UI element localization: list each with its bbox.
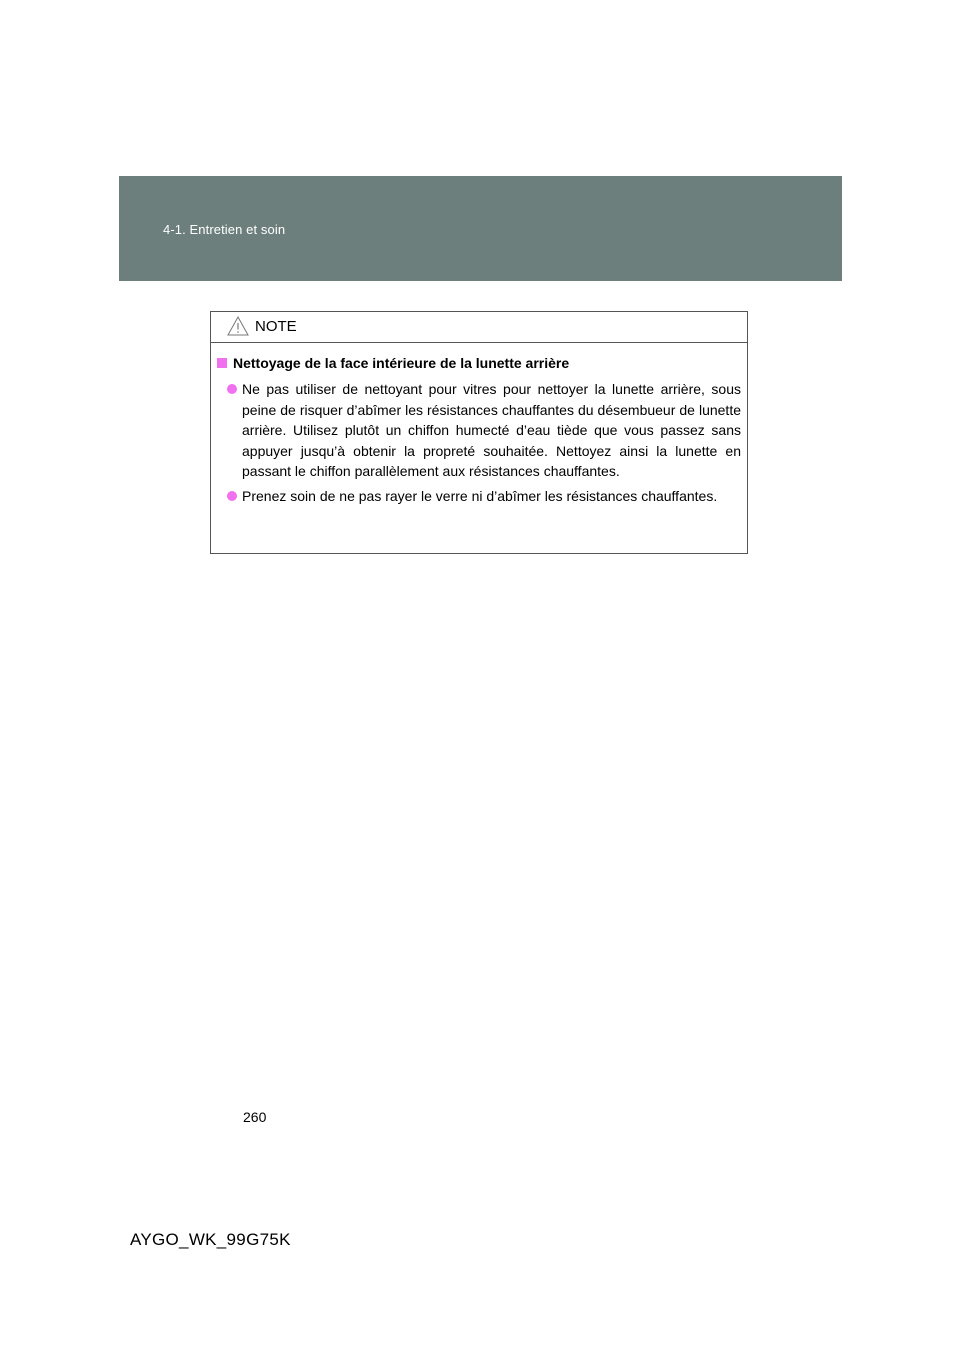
list-item (217, 379, 741, 482)
note-label: NOTE (255, 318, 297, 335)
section-title: 4-1. Entretien et soin (163, 222, 286, 237)
header-band (119, 176, 842, 281)
warning-triangle-icon (227, 316, 249, 336)
note-heading (217, 353, 741, 373)
note-body (211, 343, 747, 506)
square-bullet-icon (217, 358, 227, 368)
document-code: AYGO_WK_99G75K (130, 1230, 291, 1249)
round-bullet-icon (227, 384, 237, 394)
list-item (217, 486, 741, 507)
note-box (210, 311, 748, 554)
list-item-text: Ne pas utiliser de nettoyant pour vitres pour nettoyer la lunette arrière, sous peine de risquer d’abîmer les résistances chauffantes du désembueur de lunette arrière. Utilisez plutôt un chiffon humecté d’eau tiède que vous passez sans appuyer jusqu’à obtenir la propreté souhaitée. Nettoyez ainsi la lunette en passant le chiffon parallèlement aux résistances chauffantes. (242, 381, 741, 479)
note-heading-text: Nettoyage de la face intérieure de la lunette arrière (233, 355, 570, 371)
list-item-text: Prenez soin de ne pas rayer le verre ni d’abîmer les résistances chauffantes. (242, 487, 718, 504)
round-bullet-icon (227, 491, 237, 501)
page-number: 260 (243, 1109, 267, 1125)
note-items (217, 379, 741, 506)
note-header (211, 312, 747, 343)
